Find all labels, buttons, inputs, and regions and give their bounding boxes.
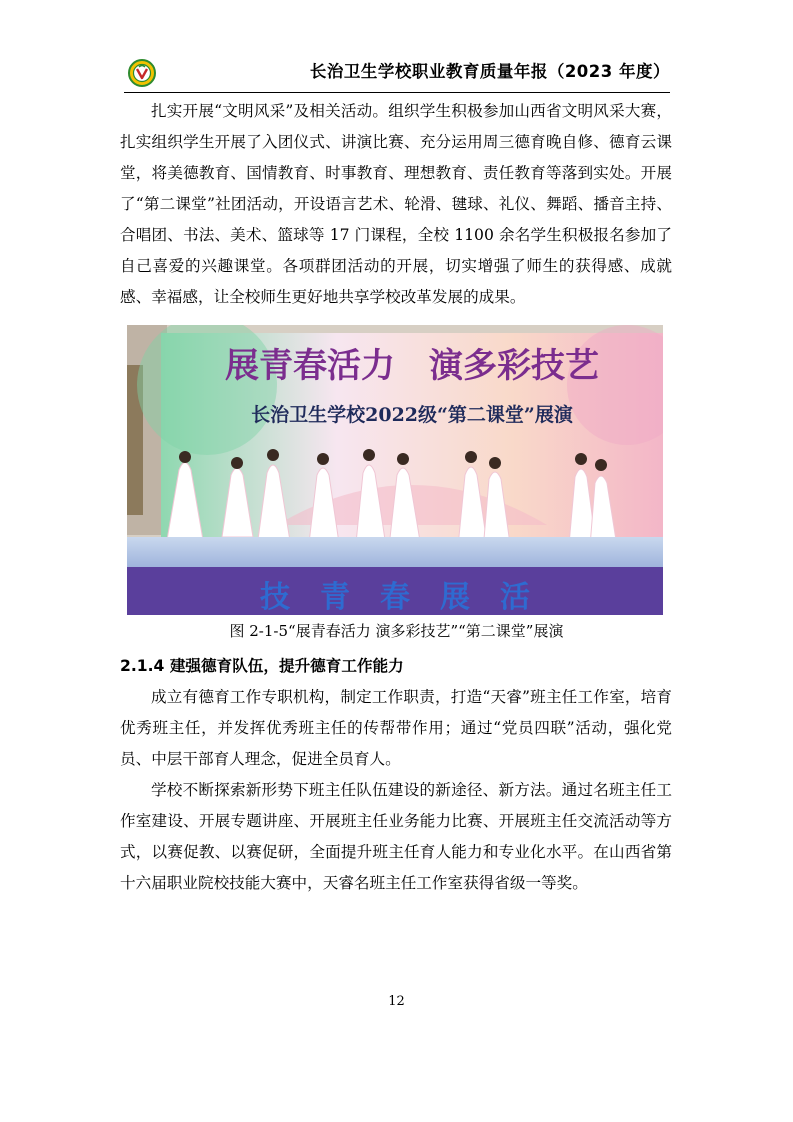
section-heading: 2.1.4 建强德育队伍，提升德育工作能力	[120, 657, 404, 675]
school-emblem-icon	[128, 59, 156, 87]
report-title: 长治卫生学校职业教育质量年报（2023 年度）	[309, 62, 670, 81]
banner-slogan: 展青春活力 演多彩技艺	[225, 346, 599, 386]
page-header	[124, 52, 670, 93]
paragraph: 学校不断探索新形势下班主任队伍建设的新途径、新方法。通过名班主任工作室建设、开展专题讲座、开展班主任业务能力比赛、开展班主任交流活动等方式，以赛促教、以赛促研，全面提升班主任育人能力和专业化水平。在山西省第十六届职业院校技能大赛中，天睿名班主任工作室获得省级一等奖。	[120, 781, 672, 892]
paragraph: 成立有德育工作专职机构，制定工作职责，打造“天睿”班主任工作室，培育优秀班主任，并发挥优秀班主任的传帮带作用；通过“党员四联”活动，强化党员、中层干部育人理念，促进全员育人。	[120, 688, 672, 768]
performance-photo	[127, 325, 663, 615]
paragraph: 扎实开展“文明风采”及相关活动。组织学生积极参加山西省文明风采大赛，扎实组织学生开展了入团仪式、讲演比赛、充分运用周三德育晚自修、德育云课堂，将美德教育、国情教育、时事教育、理想教育、责任教育等落到实处。开展了“第二课堂”社团活动，开设语言艺术、轮滑、毽球、礼仪、舞蹈、播音主持、合唱团、书法、美术、篮球等 17 门课程，全校 1100 余名学生积极报名参加了自己喜爱的兴趣课堂。各项群团活动的开展，切实增强了师生的获得感、成就感、幸福感，让全校师生更好地共享学校改革发展的成果。	[120, 102, 672, 306]
figure-caption: 图 2-1-5“展青春活力 演多彩技艺”“第二课堂”展演	[229, 622, 564, 640]
banner-subtitle: 长治卫生学校2022级“第二课堂”展演	[251, 404, 573, 426]
page-number: 12	[388, 994, 405, 1009]
performance-photo-illustration	[127, 325, 663, 615]
stage-front-text: 技 青 春 展 活	[260, 580, 530, 615]
